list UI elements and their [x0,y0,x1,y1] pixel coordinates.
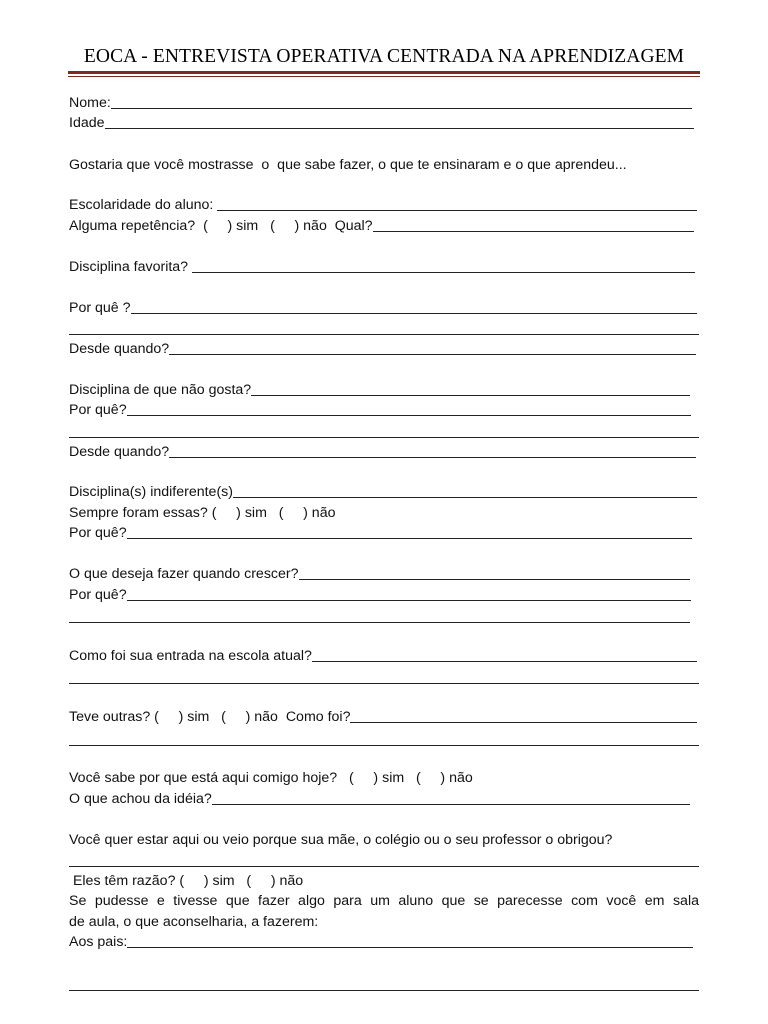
desde-quando-1-field[interactable] [69,341,696,357]
achou-ideia-field[interactable] [69,791,690,807]
repetencia-label: Alguma repetência? ( ) sim ( ) não Qual? [69,218,373,234]
disciplina-indiferente-field[interactable] [69,484,697,500]
nome-label: Nome: [69,95,111,111]
sabe-por-que-text: Você sabe por que está aqui comigo hoje? ( ) sim ( ) não [69,770,473,786]
desde-quando-2-blank[interactable] [169,444,696,458]
disciplina-favorita-field[interactable] [69,259,695,275]
blank-line[interactable] [69,745,699,746]
por-que-1-field[interactable] [69,300,697,316]
blank-line[interactable] [69,866,699,867]
repetencia-blank[interactable] [373,218,694,232]
escolaridade-field[interactable] [69,197,697,213]
teve-outras-label: Teve outras? ( ) sim ( ) não Como foi? [69,709,351,725]
por-que-4-blank[interactable] [127,587,691,601]
blank-line[interactable] [69,334,699,335]
idade-field[interactable] [69,115,694,131]
disciplina-indiferente-label: Disciplina(s) indiferente(s) [69,484,233,500]
title-underline-thick [68,71,700,74]
razao-text: Eles têm razão? ( ) sim ( ) não [69,873,304,889]
repetencia-field[interactable] [69,218,694,234]
teve-outras-field[interactable] [69,709,697,725]
disciplina-favorita-blank[interactable] [192,259,695,273]
aos-pais-blank[interactable] [127,934,693,948]
deseja-fazer-blank[interactable] [299,566,690,580]
deseja-fazer-field[interactable] [69,566,690,582]
disciplina-nao-gosta-blank[interactable] [251,382,690,396]
desde-quando-1-label: Desde quando? [69,341,170,357]
sempre-foram-text: Sempre foram essas? ( ) sim ( ) não [69,505,336,521]
quer-estar-text: Você quer estar aqui ou veio porque sua mãe, o colégio ou o seu professor o obrigou? [69,832,613,848]
entrada-escola-label: Como foi sua entrada na escola atual? [69,648,312,664]
achou-ideia-label: O que achou da idéia? [69,791,212,807]
blank-line[interactable] [69,622,690,623]
se-pudesse-line-2: de aula, o que aconselharia, a fazerem: [69,914,319,930]
desde-quando-1-blank[interactable] [169,341,696,355]
entrada-escola-blank[interactable] [312,648,697,662]
por-que-2-label: Por quê? [69,402,127,418]
aos-pais-label: Aos pais: [69,934,128,950]
idade-blank[interactable] [105,115,694,129]
desde-quando-2-label: Desde quando? [69,444,170,460]
nome-blank[interactable] [111,95,692,109]
desde-quando-2-field[interactable] [69,444,696,460]
disciplina-favorita-label: Disciplina favorita? [69,259,193,275]
por-que-3-blank[interactable] [127,525,692,539]
blank-line[interactable] [69,990,699,991]
nome-field[interactable] [69,95,692,111]
aos-pais-field[interactable] [69,934,693,950]
por-que-2-field[interactable] [69,402,691,418]
blank-line[interactable] [69,683,699,684]
se-pudesse-line-1: Se pudesse e tivesse que fazer algo para um aluno que se parecesse com você em sala [69,893,699,909]
escolaridade-label: Escolaridade do aluno: [69,197,218,213]
escolaridade-blank[interactable] [217,197,697,211]
intro-text: Gostaria que você mostrasse o que sabe fazer, o que te ensinaram e o que aprendeu... [69,157,627,173]
deseja-fazer-label: O que deseja fazer quando crescer? [69,566,299,582]
disciplina-nao-gosta-field[interactable] [69,382,690,398]
teve-outras-blank[interactable] [350,709,697,723]
page-title: EOCA - ENTREVISTA OPERATIVA CENTRADA NA APRENDIZAGEM [83,46,685,67]
disciplina-indiferente-blank[interactable] [233,484,697,498]
por-que-4-field[interactable] [69,587,691,603]
por-que-2-blank[interactable] [127,402,691,416]
disciplina-nao-gosta-label: Disciplina de que não gosta? [69,382,252,398]
por-que-3-label: Por quê? [69,525,127,541]
por-que-1-label: Por quê ? [69,300,131,316]
por-que-4-label: Por quê? [69,587,127,603]
achou-ideia-blank[interactable] [212,791,690,805]
title-underline-thin [68,76,700,77]
entrada-escola-field[interactable] [69,648,697,664]
blank-line[interactable] [69,437,699,438]
idade-label: Idade [69,115,105,131]
por-que-1-blank[interactable] [131,300,697,314]
por-que-3-field[interactable] [69,525,692,541]
